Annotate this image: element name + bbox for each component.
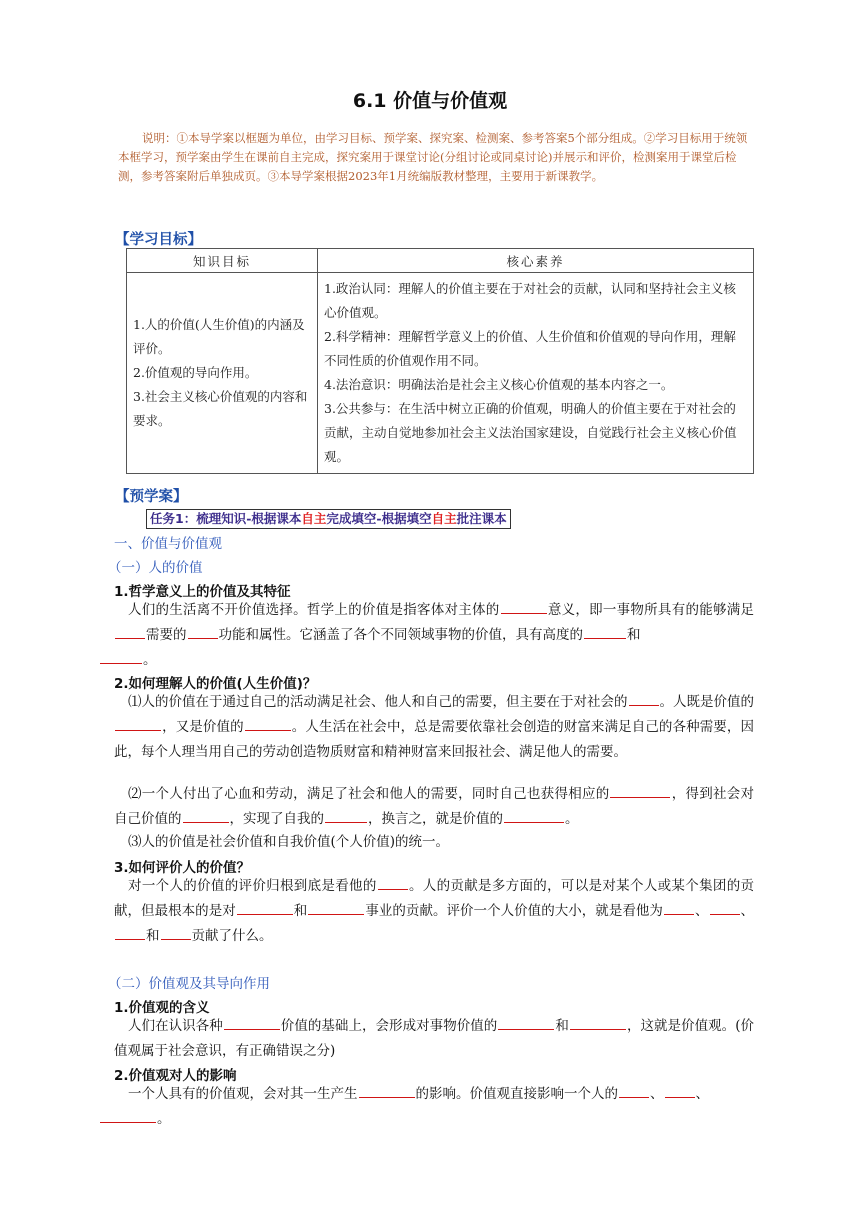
knowledge-item: 3.社会主义核心价值观的内容和要求。 xyxy=(133,389,308,428)
header-core: 核心素养 xyxy=(318,249,754,273)
core-item: 4.法治意识：明确法治是社会主义核心价值观的基本内容之一。 xyxy=(324,377,674,392)
table-row xyxy=(127,273,754,474)
core-competency-cell xyxy=(318,273,754,474)
fill-blank[interactable] xyxy=(378,875,408,890)
fill-blank[interactable] xyxy=(245,716,291,731)
task-highlight: 自主 xyxy=(431,511,457,526)
fill-blank[interactable] xyxy=(629,691,659,706)
instructions-note: 说明：①本导学案以框题为单位，由学习目标、预学案、探究案、检测案、参考答案5个部分组成。②学习目标用于统领本框学习，预学案由学生在课前自主完成，探究案用于课堂讨论(分组讨论或同桌讨论)并展示和评价，检测案用于课堂后检测，参考答案附后单独成页。③本导学案根据2023年1月统编版教材整理，主要用于新课教学。 xyxy=(118,131,748,183)
fill-blank[interactable] xyxy=(161,925,191,940)
task-text: 完成填空-根据填空 xyxy=(326,511,432,526)
task-text: 批注课本 xyxy=(456,511,507,526)
header-knowledge: 知识目标 xyxy=(127,249,318,273)
fill-blank[interactable] xyxy=(710,900,740,915)
fill-blank[interactable] xyxy=(501,599,547,614)
fill-blank[interactable] xyxy=(570,1015,626,1030)
fill-blank[interactable] xyxy=(100,1108,156,1123)
table-header-row xyxy=(127,249,754,273)
subsection-2-heading: （二）价值观及其导向作用 xyxy=(108,976,270,992)
fill-blank[interactable] xyxy=(183,808,229,823)
task-highlight: 自主 xyxy=(301,511,327,526)
knowledge-item: 2.价值观的导向作用。 xyxy=(133,365,258,380)
fill-blank[interactable] xyxy=(237,900,293,915)
fill-blank[interactable] xyxy=(308,900,364,915)
knowledge-goals-cell xyxy=(127,273,318,474)
section-pre-study: 【预学案】 xyxy=(115,489,188,505)
fill-blank[interactable] xyxy=(188,624,218,639)
question-2-heading: 2.如何理解人的价值(人生价值)？ xyxy=(114,676,317,692)
task-1-banner xyxy=(146,509,511,529)
page-title: 6.1 价值与价值观 xyxy=(352,90,508,112)
fill-blank[interactable] xyxy=(498,1015,554,1030)
fill-blank[interactable] xyxy=(664,900,694,915)
part-1-heading: 一、价值与价值观 xyxy=(114,536,222,552)
task-text: 任务1：梳理知识-根据课本 xyxy=(150,511,302,526)
question-3-text: 对一个人的价值的评价归根到底是看他的 。人的贡献是多方面的，可以是对某个人或某个集团的贡献，但最根本的是对 和 事业的贡献。评价一个人价值的大小，就是看他为 、 、和 贡献了什么。 xyxy=(114,874,754,949)
question-1-text: 人们的生活离不开价值选择。哲学上的价值是指客体对主体的 意义，即一事物所具有的能够满足需要的 功能和属性。它涵盖了各个不同领域事物的价值，具有高度的 和 。 xyxy=(114,598,754,673)
question-2-part-1: ⑴人的价值在于通过自己的活动满足社会、他人和自己的需要，但主要在于对社会的 。人既是价值的，又是价值的 。人生活在社会中，总是需要依靠社会创造的财富来满足自己的各种需要，因此，每个人理当用自己的劳动创造物质财富和精神财富来回报社会、满足他人的需要。 xyxy=(114,690,754,765)
fill-blank[interactable] xyxy=(325,808,367,823)
learning-goals-table xyxy=(126,248,754,474)
question-2-part-3: ⑶人的价值是社会价值和自我价值(个人价值)的统一。 xyxy=(128,834,450,850)
fill-blank[interactable] xyxy=(115,925,145,940)
question-4-text: 人们在认识各种 价值的基础上，会形成对事物价值的 和 ，这就是价值观。(价值观属于社会意识，有正确错误之分) xyxy=(114,1014,754,1064)
subsection-1-heading: （一）人的价值 xyxy=(108,560,203,576)
fill-blank[interactable] xyxy=(504,808,564,823)
question-2-part-2: ⑵一个人付出了心血和劳动，满足了社会和他人的需要，同时自己也获得相应的 ，得到社会对自己价值的 ，实现了自我的 ，换言之，就是价值的 。 xyxy=(114,782,754,832)
core-item: 3.公共参与：在生活中树立正确的价值观，明确人的价值主要在于对社会的贡献，主动自觉地参加社会主义法治国家建设，自觉践行社会主义核心价值观。 xyxy=(324,401,737,464)
question-5-text: 一个人具有的价值观，会对其一生产生 的影响。价值观直接影响一个人的 、 、 。 xyxy=(114,1082,754,1132)
fill-blank[interactable] xyxy=(359,1083,415,1098)
fill-blank[interactable] xyxy=(224,1015,280,1030)
question-3-heading: 3.如何评价人的价值？ xyxy=(114,860,251,876)
core-item: 1.政治认同：理解人的价值主要在于对社会的贡献，认同和坚持社会主义核心价值观。 xyxy=(324,281,736,320)
fill-blank[interactable] xyxy=(584,624,626,639)
fill-blank[interactable] xyxy=(100,649,142,664)
fill-blank[interactable] xyxy=(619,1083,649,1098)
fill-blank[interactable] xyxy=(665,1083,695,1098)
section-learning-goals: 【学习目标】 xyxy=(115,232,202,248)
fill-blank[interactable] xyxy=(115,716,161,731)
question-4-heading: 1.价值观的含义 xyxy=(114,1000,210,1016)
fill-blank[interactable] xyxy=(610,783,670,798)
question-1-heading: 1.哲学意义上的价值及其特征 xyxy=(114,584,291,600)
fill-blank[interactable] xyxy=(115,624,145,639)
question-5-heading: 2.价值观对人的影响 xyxy=(114,1068,237,1084)
core-item: 2.科学精神：理解哲学意义上的价值、人生价值和价值观的导向作用，理解不同性质的价值观作用不同。 xyxy=(324,329,736,368)
knowledge-item: 1.人的价值(人生价值)的内涵及评价。 xyxy=(133,317,305,356)
